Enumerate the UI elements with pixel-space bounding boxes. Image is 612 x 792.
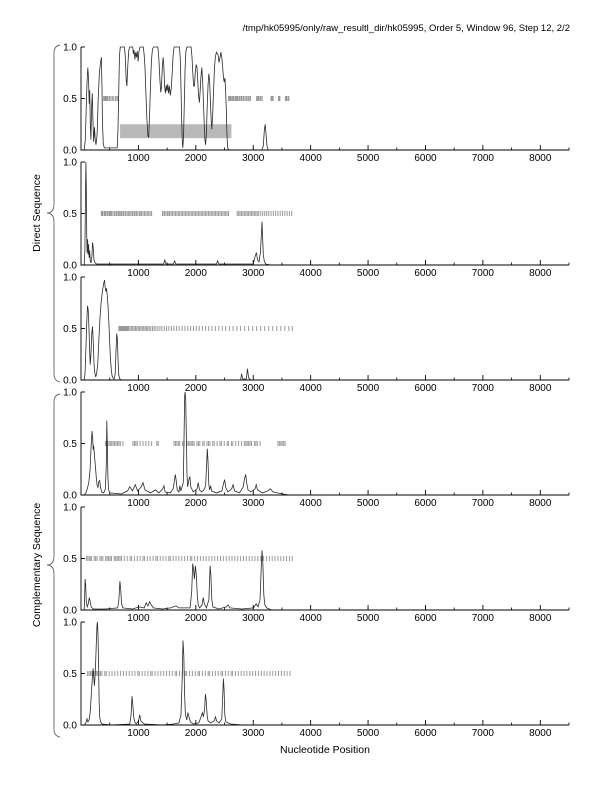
- x-tick-label: 7000: [471, 613, 495, 624]
- x-tick-label: 8000: [529, 728, 552, 739]
- y-tick-label: 0.5: [63, 94, 77, 105]
- panel-complementary-frame-1: [63, 388, 569, 510]
- y-tick-label: 1.0: [63, 502, 77, 514]
- x-tick-label: 5000: [356, 153, 380, 164]
- x-tick-label: 3000: [242, 268, 265, 279]
- direct-group-brace: [47, 45, 60, 382]
- x-tick-label: 7000: [471, 498, 495, 509]
- x-tick-label: 1000: [127, 728, 150, 739]
- curve-direct-frame-2: [84, 162, 569, 265]
- y-tick-label: 0.0: [63, 145, 77, 157]
- plot-title: /tmp/hk05995/only/raw_resultl_dir/hk05995, Order 5, Window 96, Step 12, 2/2: [242, 23, 570, 34]
- x-tick-label: 5000: [356, 728, 380, 739]
- x-tick-label: 3000: [242, 383, 265, 394]
- x-tick-label: 5000: [356, 383, 380, 394]
- y-tick-label: 1.0: [63, 157, 77, 169]
- y-tick-label: 0.5: [63, 669, 77, 680]
- x-tick-label: 2000: [184, 613, 207, 624]
- x-tick-label: 1000: [127, 268, 150, 279]
- x-tick-label: 5000: [356, 268, 380, 279]
- y-tick-label: 1.0: [63, 272, 77, 284]
- x-tick-label: 7000: [471, 153, 495, 164]
- x-tick-label: 6000: [414, 153, 437, 164]
- x-tick-label: 8000: [529, 268, 552, 279]
- x-tick-label: 1000: [127, 383, 150, 394]
- x-tick-label: 3000: [242, 498, 265, 509]
- x-tick-label: 8000: [529, 498, 552, 509]
- complementary-group-brace: [47, 394, 60, 737]
- panel-direct-frame-1: [63, 43, 569, 165]
- x-tick-label: 2000: [184, 498, 207, 509]
- x-tick-label: 2000: [184, 268, 207, 279]
- panel-direct-frame-3: [63, 273, 569, 395]
- y-tick-label: 1.0: [63, 617, 77, 629]
- x-tick-label: 1000: [127, 613, 150, 624]
- x-tick-label: 1000: [127, 153, 150, 164]
- x-tick-label: 6000: [414, 268, 437, 279]
- y-tick-label: 0.5: [63, 439, 77, 450]
- x-tick-label: 4000: [299, 498, 322, 509]
- x-tick-label: 8000: [529, 383, 552, 394]
- highlight-bar: [120, 124, 231, 138]
- curve-direct-frame-3: [84, 280, 569, 380]
- x-axis-label: Nucleotide Position: [280, 744, 370, 756]
- x-tick-label: 3000: [242, 613, 265, 624]
- y-tick-label: 0.5: [63, 209, 77, 220]
- y-tick-label: 0.0: [63, 375, 77, 387]
- curve-complementary-frame-3: [84, 622, 569, 725]
- x-tick-label: 4000: [299, 613, 322, 624]
- y-tick-label: 0.0: [63, 605, 77, 617]
- x-tick-label: 8000: [529, 613, 552, 624]
- y-tick-label: 0.5: [63, 554, 77, 565]
- panel-complementary-frame-2: [63, 503, 569, 625]
- x-tick-label: 4000: [299, 153, 322, 164]
- x-tick-label: 2000: [184, 383, 207, 394]
- x-tick-label: 7000: [471, 728, 495, 739]
- x-tick-label: 6000: [414, 613, 437, 624]
- x-tick-label: 7000: [471, 268, 495, 279]
- x-tick-label: 8000: [529, 153, 552, 164]
- panel-direct-frame-2: [63, 158, 569, 280]
- x-tick-label: 3000: [242, 153, 265, 164]
- x-tick-label: 7000: [471, 383, 495, 394]
- x-tick-label: 6000: [414, 728, 437, 739]
- x-tick-label: 5000: [356, 613, 380, 624]
- x-tick-label: 5000: [356, 498, 380, 509]
- x-tick-label: 2000: [184, 153, 207, 164]
- complementary-sequence-label: Complementary Sequence: [31, 502, 43, 628]
- y-tick-label: 0.5: [63, 324, 77, 335]
- x-tick-label: 2000: [184, 728, 207, 739]
- x-tick-label: 4000: [299, 383, 322, 394]
- y-tick-label: 0.0: [63, 720, 77, 732]
- x-tick-label: 6000: [414, 383, 437, 394]
- x-tick-label: 6000: [414, 498, 437, 509]
- direct-sequence-label: Direct Sequence: [31, 174, 43, 252]
- x-tick-label: 4000: [299, 728, 322, 739]
- y-tick-label: 1.0: [63, 42, 77, 54]
- y-tick-label: 0.0: [63, 490, 77, 502]
- y-tick-label: 1.0: [63, 387, 77, 399]
- x-tick-label: 1000: [127, 498, 150, 509]
- y-tick-label: 0.0: [63, 260, 77, 272]
- x-tick-label: 4000: [299, 268, 322, 279]
- panel-complementary-frame-3: [63, 618, 569, 740]
- x-tick-label: 3000: [242, 728, 265, 739]
